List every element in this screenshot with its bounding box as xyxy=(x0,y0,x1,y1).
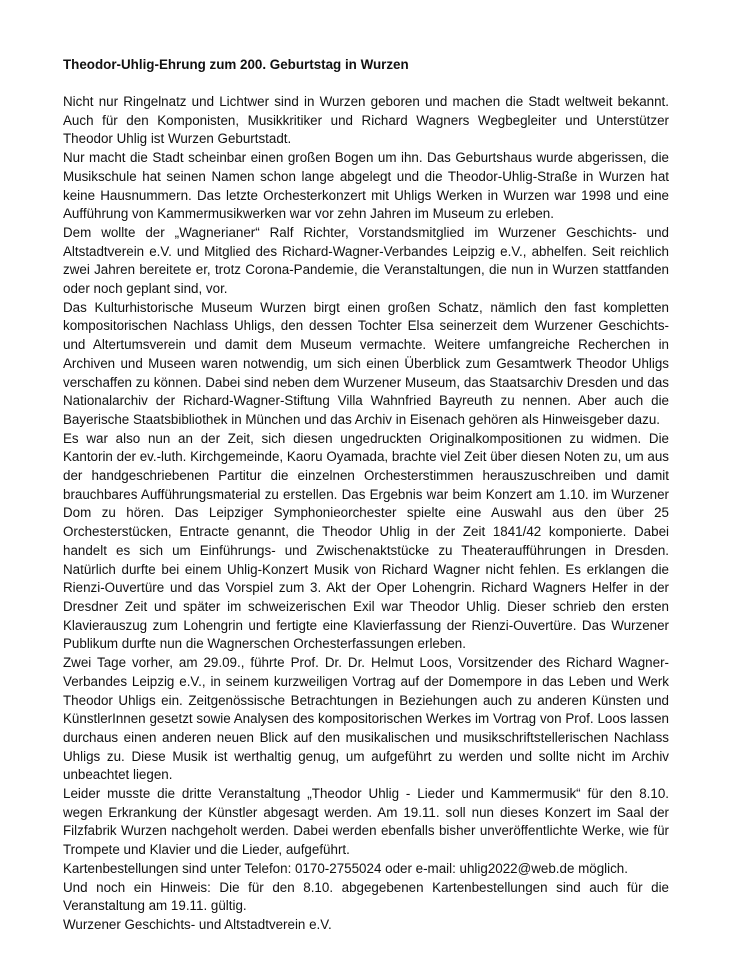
document-title: Theodor-Uhlig-Ehrung zum 200. Geburtstag in Wurzen xyxy=(63,57,409,72)
paragraph-lecture: Zwei Tage vorher, am 29.09., führte Prof. Dr. Dr. Helmut Loos, Vorsitzender des Richard Wagner-Verbandes Leipzig e.V., in seinem kurzweiligen Vortrag auf der Domempore in das Leben und Werk Theodor Uhligs ein. Zeitgenössische Betrachtungen in Beziehungen auch zu anderen Künsten und KünstlerInnen gesetzt sowie Analysen des kompositorischen Werkes im Vortrag von Prof. Loos lassen durchaus einen anderen neuen Blick auf den musikalischen und musikschriftstellerischen Nachlass Uhligs zu. Diese Musik ist werthaltig genug, um aufgeführt zu werden und sollte nicht im Archiv unbeachtet liegen. xyxy=(63,655,669,783)
document-page xyxy=(63,55,669,935)
paragraph-museum-estate: Das Kulturhistorische Museum Wurzen birgt einen großen Schatz, nämlich den fast kompletten kompositorischen Nachlass Uhligs, den dessen Tochter Elsa seinerzeit dem Wurzener Geschichts- und Altertumsverein und damit dem Museum vermachte. Weitere umfangreiche Recherchen in Archiven und Museen waren notwendig, um sich einen Überblick zum Gesamtwerk Theodor Uhligs verschaffen zu können. Dabei sind neben dem Wurzener Museum, das Staatsarchiv Dresden und das Nationalarchiv der Richard-Wagner-Stiftung Villa Wahnfried Bayreuth zu nennen. Aber auch die Bayerische Staatsbibliothek in München und das Archiv in Eisenach gehören als Hinweisgeber dazu. xyxy=(63,299,669,427)
paragraph-ticket-orders: Kartenbestellungen sind unter Telefon: 0170-2755024 oder e-mail: uhlig2022@web.de möglich. xyxy=(63,860,628,876)
paragraph-hint: Und noch ein Hinweis: Die für den 8.10. abgegebenen Kartenbestellungen sind auch für die Veranstaltung am 19.11. gültig. xyxy=(63,879,669,914)
paragraph-third-event: Leider musste die dritte Veranstaltung „Theodor Uhlig - Lieder und Kammermusik“ für den 8.10. wegen Erkrankung der Künstler abgesagt werden. Am 19.11. soll nun dieses Konzert im Saal der Filzfabrik Wurzen nachgeholt werden. Dabei werden ebenfalls bisher unveröffentlichte Werke, wie für Trompete und Klavier und die Lieder, aufgeführt. xyxy=(63,786,669,858)
paragraph-signature: Wurzener Geschichts- und Altstadtverein e.V. xyxy=(63,916,332,932)
paragraph-birthplace: Nur macht die Stadt scheinbar einen großen Bogen um ihn. Das Geburtshaus wurde abgerissen, die Musikschule hat seinen Namen schon lange abgelegt und die Theodor-Uhlig-Straße in Wurzen hat keine Hausnummern. Das letzte Orchesterkonzert mit Uhligs Werken in Wurzen war 1998 und eine Aufführung von Kammermusikwerken war vor zehn Jahren im Museum zu erleben. xyxy=(63,150,669,222)
paragraph-concert: Es war also nun an der Zeit, sich diesen ungedruckten Originalkompositionen zu widmen. Die Kantorin der ev.-luth. Kirchgemeinde, Kaoru Oyamada, brachte viel Zeit über diesen Noten zu, um aus der handgeschriebenen Partitur die einzelnen Orchesterstimmen herauszuschreiben und damit brauchbares Aufführungsmaterial zu erstellen. Das Ergebnis war beim Konzert am 1.10. im Wurzener Dom zu hören. Das Leipziger Symphonieorchester spielte eine Auswahl aus den über 25 Orchesterstücken, Entracte genannt, die Theodor Uhlig in der Zeit 1841/42 komponierte. Dabei handelt es sich um Einführungs- und Zwischenaktstücke zu Theateraufführungen in Dresden. Natürlich durfte bei einem Uhlig-Konzert Musik von Richard Wagner nicht fehlen. Es erklangen die Rienzi-Ouvertüre und das Vorspiel zum 3. Akt der Oper Lohengrin. Richard Wagners Helfer in der Dresdner Zeit und später im schweizerischen Exil war Theodor Uhlig. Dieser schrieb den ersten Klavierauszug zum Lohengrin und fertigte eine Klavierfassung der Rienzi-Ouvertüre. Das Wurzener Publikum durfte nun die Wagnerschen Orchesterfassungen erleben. xyxy=(63,430,669,652)
paragraph-ralf-richter: Dem wollte der „Wagnerianer“ Ralf Richter, Vorstandsmitglied im Wurzener Geschichts- und Altstadtverein e.V. und Mitglied des Richard-Wagner-Verbandes Leipzig e.V., abhelfen. Seit reichlich zwei Jahren bereitete er, trotz Corona-Pandemie, die Veranstaltungen, die nun in Wurzen stattfanden oder noch geplant sind, vor. xyxy=(63,224,669,297)
paragraph-intro: Nicht nur Ringelnatz und Lichtwer sind in Wurzen geboren und machen die Stadt weltweit bekannt. Auch für den Komponisten, Musikkritiker und Richard Wagners Wegbegleiter und Unterstützer Theodor Uhlig ist Wurzen Geburtstadt. xyxy=(63,94,669,147)
